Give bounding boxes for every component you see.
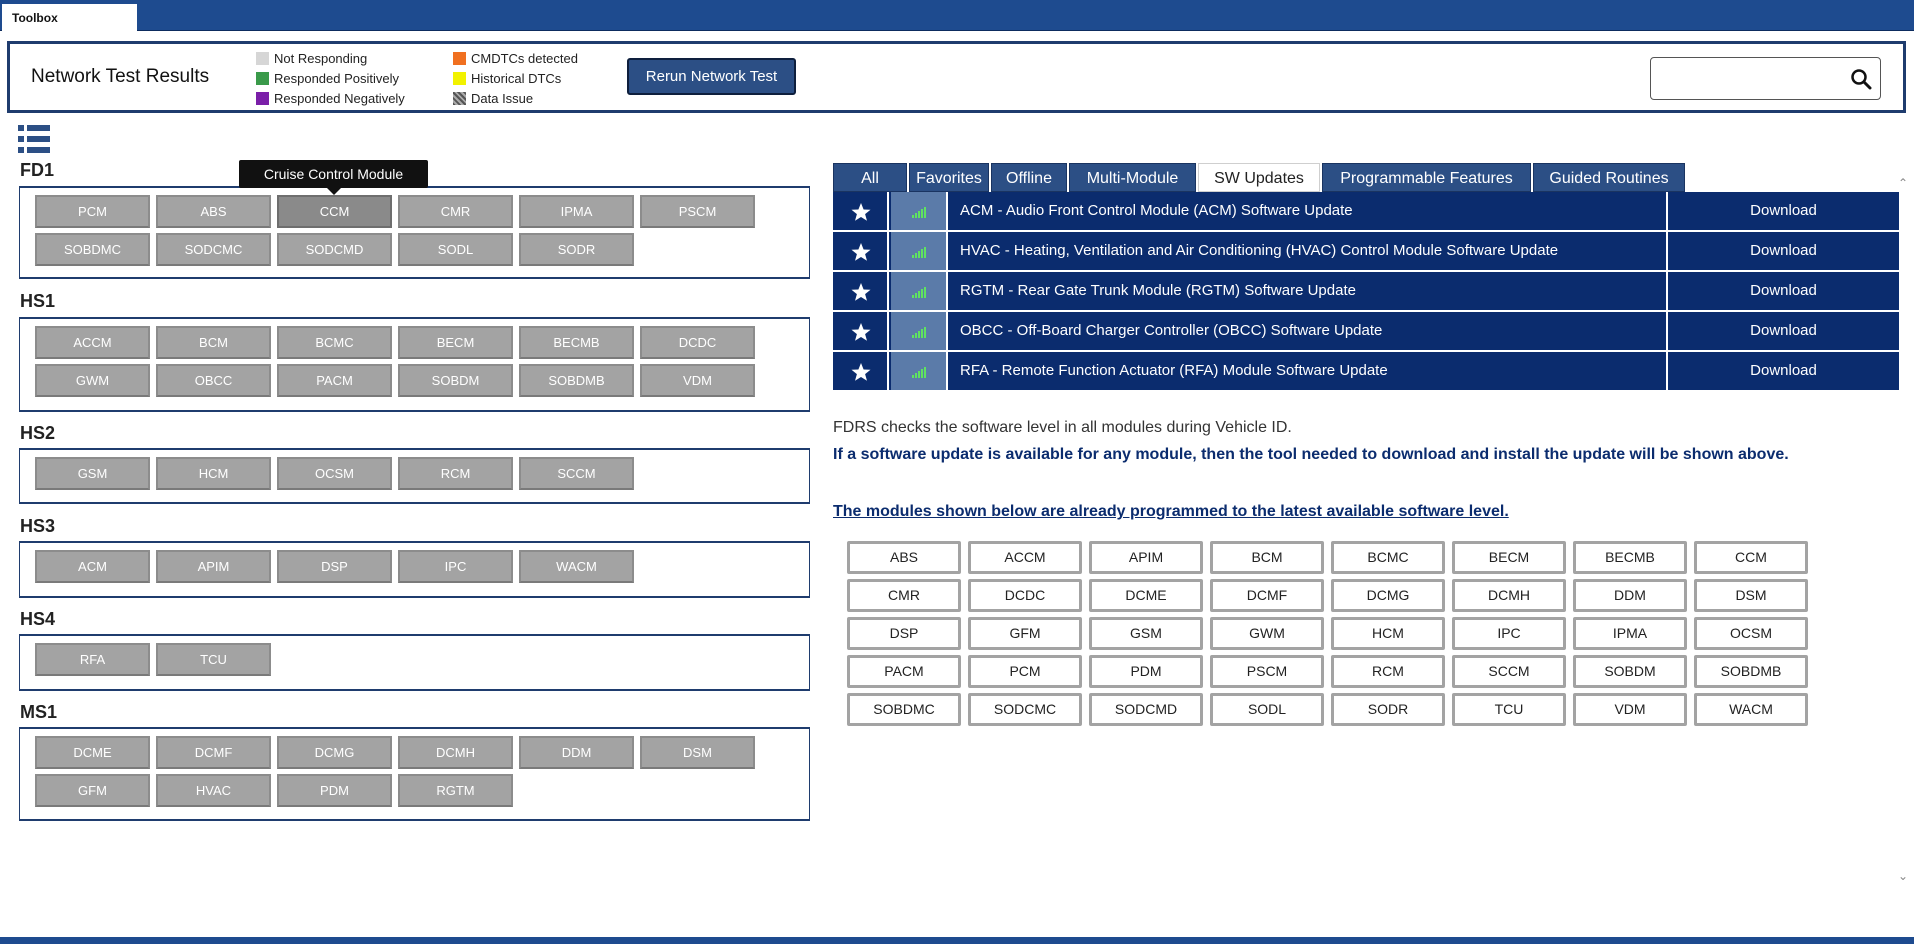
programmed-module-sodcmc[interactable]: SODCMC	[968, 693, 1082, 726]
legend-label: Responded Negatively	[274, 90, 405, 106]
favorite-star-icon[interactable]	[833, 232, 889, 270]
module-button-pscm[interactable]: PSCM	[640, 195, 755, 228]
programmed-module-ddm[interactable]: DDM	[1573, 579, 1687, 612]
module-button-sodl[interactable]: SODL	[398, 233, 513, 266]
programmed-module-pcm[interactable]: PCM	[968, 655, 1082, 688]
download-button[interactable]: Download	[1666, 272, 1899, 310]
legend-right	[453, 48, 578, 108]
module-button-gfm[interactable]: GFM	[35, 774, 150, 807]
module-button-sobdmc[interactable]: SOBDMC	[35, 233, 150, 266]
module-button-apim[interactable]: APIM	[156, 550, 271, 583]
legend-swatch	[453, 92, 466, 105]
programmed-module-bcm[interactable]: BCM	[1210, 541, 1324, 574]
group-label-hs3: HS3	[20, 516, 56, 536]
legend-swatch	[256, 72, 269, 85]
sw-update-row	[833, 232, 1899, 271]
legend-swatch	[453, 52, 466, 65]
module-button-sobdmb[interactable]: SOBDMB	[519, 364, 634, 397]
module-tooltip: Cruise Control Module	[239, 160, 428, 188]
programmed-module-rcm[interactable]: RCM	[1331, 655, 1445, 688]
module-button-tcu[interactable]: TCU	[156, 643, 271, 676]
module-button-hcm[interactable]: HCM	[156, 457, 271, 490]
programmed-module-dsp[interactable]: DSP	[847, 617, 961, 650]
sw-update-row	[833, 352, 1899, 391]
legend-label: Responded Positively	[274, 70, 400, 86]
programmed-module-sccm[interactable]: SCCM	[1452, 655, 1566, 688]
module-button-dsp[interactable]: DSP	[277, 550, 392, 583]
module-button-ocsm[interactable]: OCSM	[277, 457, 392, 490]
favorite-star-icon[interactable]	[833, 312, 889, 350]
tab-sw-updates[interactable]: SW Updates	[1198, 163, 1320, 192]
module-button-rcm[interactable]: RCM	[398, 457, 513, 490]
group-label-hs1: HS1	[20, 291, 56, 311]
module-button-dcmh[interactable]: DCMH	[398, 736, 513, 769]
programmed-module-vdm[interactable]: VDM	[1573, 693, 1687, 726]
module-button-sobdm[interactable]: SOBDM	[398, 364, 513, 397]
sw-update-description: RGTM - Rear Gate Trunk Module (RGTM) Software Update	[960, 282, 1356, 299]
module-button-pdm[interactable]: PDM	[277, 774, 392, 807]
group-box-hs4	[19, 634, 810, 691]
module-button-becm[interactable]: BECM	[398, 326, 513, 359]
module-button-ipma[interactable]: IPMA	[519, 195, 634, 228]
programmed-module-bcmc[interactable]: BCMC	[1331, 541, 1445, 574]
tab-guided-routines[interactable]: Guided Routines	[1533, 163, 1685, 192]
download-button[interactable]: Download	[1666, 192, 1899, 230]
legend-label: Data Issue	[471, 90, 534, 106]
rerun-network-test-button[interactable]: Rerun Network Test	[627, 58, 796, 95]
toolbox-tab[interactable]: Toolbox	[2, 4, 137, 31]
favorite-star-icon[interactable]	[833, 192, 889, 230]
programmed-module-gfm[interactable]: GFM	[968, 617, 1082, 650]
legend-label: CMDTCs detected	[471, 50, 578, 66]
module-button-bcmc[interactable]: BCMC	[277, 326, 392, 359]
module-button-becmb[interactable]: BECMB	[519, 326, 634, 359]
programmed-module-sobdmb[interactable]: SOBDMB	[1694, 655, 1808, 688]
sw-update-description: OBCC - Off-Board Charger Controller (OBCC) Software Update	[960, 322, 1383, 339]
module-button-vdm[interactable]: VDM	[640, 364, 755, 397]
programmed-module-ipma[interactable]: IPMA	[1573, 617, 1687, 650]
signal-strength-icon	[891, 232, 948, 270]
programmed-module-ocsm[interactable]: OCSM	[1694, 617, 1808, 650]
group-box-hs2	[19, 448, 810, 504]
module-button-dcmg[interactable]: DCMG	[277, 736, 392, 769]
module-button-sccm[interactable]: SCCM	[519, 457, 634, 490]
programmed-module-gsm[interactable]: GSM	[1089, 617, 1203, 650]
download-button[interactable]: Download	[1666, 352, 1899, 390]
tab-programmable-features[interactable]: Programmable Features	[1322, 163, 1531, 192]
group-label-fd1: FD1	[20, 160, 55, 180]
programmed-module-sobdmc[interactable]: SOBDMC	[847, 693, 961, 726]
sw-update-description: RFA - Remote Function Actuator (RFA) Module Software Update	[960, 362, 1388, 379]
group-box-ms1	[19, 727, 810, 821]
search-input[interactable]	[1650, 57, 1881, 100]
legend-item	[256, 48, 405, 68]
signal-strength-icon	[891, 192, 948, 230]
programmed-module-dcmg[interactable]: DCMG	[1331, 579, 1445, 612]
programmed-module-dsm[interactable]: DSM	[1694, 579, 1808, 612]
scroll-down-icon[interactable]: ⌄	[1897, 869, 1909, 883]
search-icon[interactable]	[1850, 68, 1872, 90]
programmed-module-gwm[interactable]: GWM	[1210, 617, 1324, 650]
programmed-module-apim[interactable]: APIM	[1089, 541, 1203, 574]
legend-label: Historical DTCs	[471, 70, 562, 86]
legend-swatch	[453, 72, 466, 85]
tab-multi-module[interactable]: Multi-Module	[1069, 163, 1196, 192]
module-button-ipc[interactable]: IPC	[398, 550, 513, 583]
module-button-sodcmc[interactable]: SODCMC	[156, 233, 271, 266]
legend-item	[453, 68, 578, 88]
module-button-abs[interactable]: ABS	[156, 195, 271, 228]
legend-item	[453, 48, 578, 68]
module-button-sodcmd[interactable]: SODCMD	[277, 233, 392, 266]
programmed-module-dcdc[interactable]: DCDC	[968, 579, 1082, 612]
group-box-hs3	[19, 541, 810, 598]
module-button-rgtm[interactable]: RGTM	[398, 774, 513, 807]
programmed-module-accm[interactable]: ACCM	[968, 541, 1082, 574]
scroll-up-icon[interactable]: ⌃	[1897, 176, 1909, 190]
module-button-gwm[interactable]: GWM	[35, 364, 150, 397]
programmed-module-tcu[interactable]: TCU	[1452, 693, 1566, 726]
module-button-rfa[interactable]: RFA	[35, 643, 150, 676]
module-button-pacm[interactable]: PACM	[277, 364, 392, 397]
group-box-fd1	[19, 186, 810, 279]
module-button-obcc[interactable]: OBCC	[156, 364, 271, 397]
programmed-module-abs[interactable]: ABS	[847, 541, 961, 574]
signal-strength-icon	[891, 312, 948, 350]
module-button-ddm[interactable]: DDM	[519, 736, 634, 769]
programmed-module-wacm[interactable]: WACM	[1694, 693, 1808, 726]
module-button-hvac[interactable]: HVAC	[156, 774, 271, 807]
legend-swatch	[256, 92, 269, 105]
programmed-module-sodr[interactable]: SODR	[1331, 693, 1445, 726]
programmed-modules-heading: The modules shown below are already programmed to the latest available software level.	[833, 503, 1509, 520]
programmed-module-pacm[interactable]: PACM	[847, 655, 961, 688]
group-label-hs4: HS4	[20, 609, 56, 629]
info-text-bold: If a software update is available for any module, then the tool needed to download and install the update will be shown above.	[833, 446, 1789, 463]
favorite-star-icon[interactable]	[833, 272, 889, 310]
list-view-icon[interactable]	[18, 125, 50, 153]
module-button-dsm[interactable]: DSM	[640, 736, 755, 769]
programmed-module-dcmf[interactable]: DCMF	[1210, 579, 1324, 612]
legend-swatch	[256, 52, 269, 65]
group-label-hs2: HS2	[20, 423, 56, 443]
legend-left	[256, 48, 405, 108]
module-button-gsm[interactable]: GSM	[35, 457, 150, 490]
programmed-module-becm[interactable]: BECM	[1452, 541, 1566, 574]
sw-update-row	[833, 312, 1899, 351]
tab-all[interactable]: All	[833, 163, 907, 192]
module-button-acm[interactable]: ACM	[35, 550, 150, 583]
sw-update-row	[833, 272, 1899, 311]
module-button-cmr[interactable]: CMR	[398, 195, 513, 228]
download-button[interactable]: Download	[1666, 232, 1899, 270]
programmed-module-dcmh[interactable]: DCMH	[1452, 579, 1566, 612]
favorite-star-icon[interactable]	[833, 352, 889, 390]
module-button-accm[interactable]: ACCM	[35, 326, 150, 359]
sw-update-row	[833, 192, 1899, 231]
programmed-module-ipc[interactable]: IPC	[1452, 617, 1566, 650]
module-button-sodr[interactable]: SODR	[519, 233, 634, 266]
programmed-module-cmr[interactable]: CMR	[847, 579, 961, 612]
tab-offline[interactable]: Offline	[991, 163, 1067, 192]
group-label-ms1: MS1	[20, 702, 58, 722]
module-button-ccm[interactable]: CCM	[277, 195, 392, 228]
programmed-module-hcm[interactable]: HCM	[1331, 617, 1445, 650]
programmed-module-becmb[interactable]: BECMB	[1573, 541, 1687, 574]
programmed-module-dcme[interactable]: DCME	[1089, 579, 1203, 612]
tab-favorites[interactable]: Favorites	[909, 163, 989, 192]
legend-item	[453, 88, 578, 108]
module-button-dcmf[interactable]: DCMF	[156, 736, 271, 769]
programmed-module-sodcmd[interactable]: SODCMD	[1089, 693, 1203, 726]
programmed-module-sobdm[interactable]: SOBDM	[1573, 655, 1687, 688]
top-bar	[0, 0, 1914, 31]
group-box-hs1	[19, 317, 810, 412]
sw-update-description: ACM - Audio Front Control Module (ACM) Software Update	[960, 202, 1353, 219]
network-test-header	[7, 41, 1906, 113]
legend-item	[256, 68, 405, 88]
module-button-pcm[interactable]: PCM	[35, 195, 150, 228]
signal-strength-icon	[891, 272, 948, 310]
programmed-module-sodl[interactable]: SODL	[1210, 693, 1324, 726]
info-text: FDRS checks the software level in all modules during Vehicle ID.	[833, 419, 1292, 436]
legend-item	[256, 88, 405, 108]
programmed-module-ccm[interactable]: CCM	[1694, 541, 1808, 574]
download-button[interactable]: Download	[1666, 312, 1899, 350]
module-button-bcm[interactable]: BCM	[156, 326, 271, 359]
sw-update-description: HVAC - Heating, Ventilation and Air Conditioning (HVAC) Control Module Software Update	[960, 242, 1559, 259]
module-button-wacm[interactable]: WACM	[519, 550, 634, 583]
signal-strength-icon	[891, 352, 948, 390]
module-button-dcdc[interactable]: DCDC	[640, 326, 755, 359]
programmed-module-pscm[interactable]: PSCM	[1210, 655, 1324, 688]
programmed-module-pdm[interactable]: PDM	[1089, 655, 1203, 688]
legend-label: Not Responding	[274, 50, 368, 66]
page-title: Network Test Results	[31, 66, 210, 87]
bottom-bar	[0, 937, 1914, 944]
module-button-dcme[interactable]: DCME	[35, 736, 150, 769]
